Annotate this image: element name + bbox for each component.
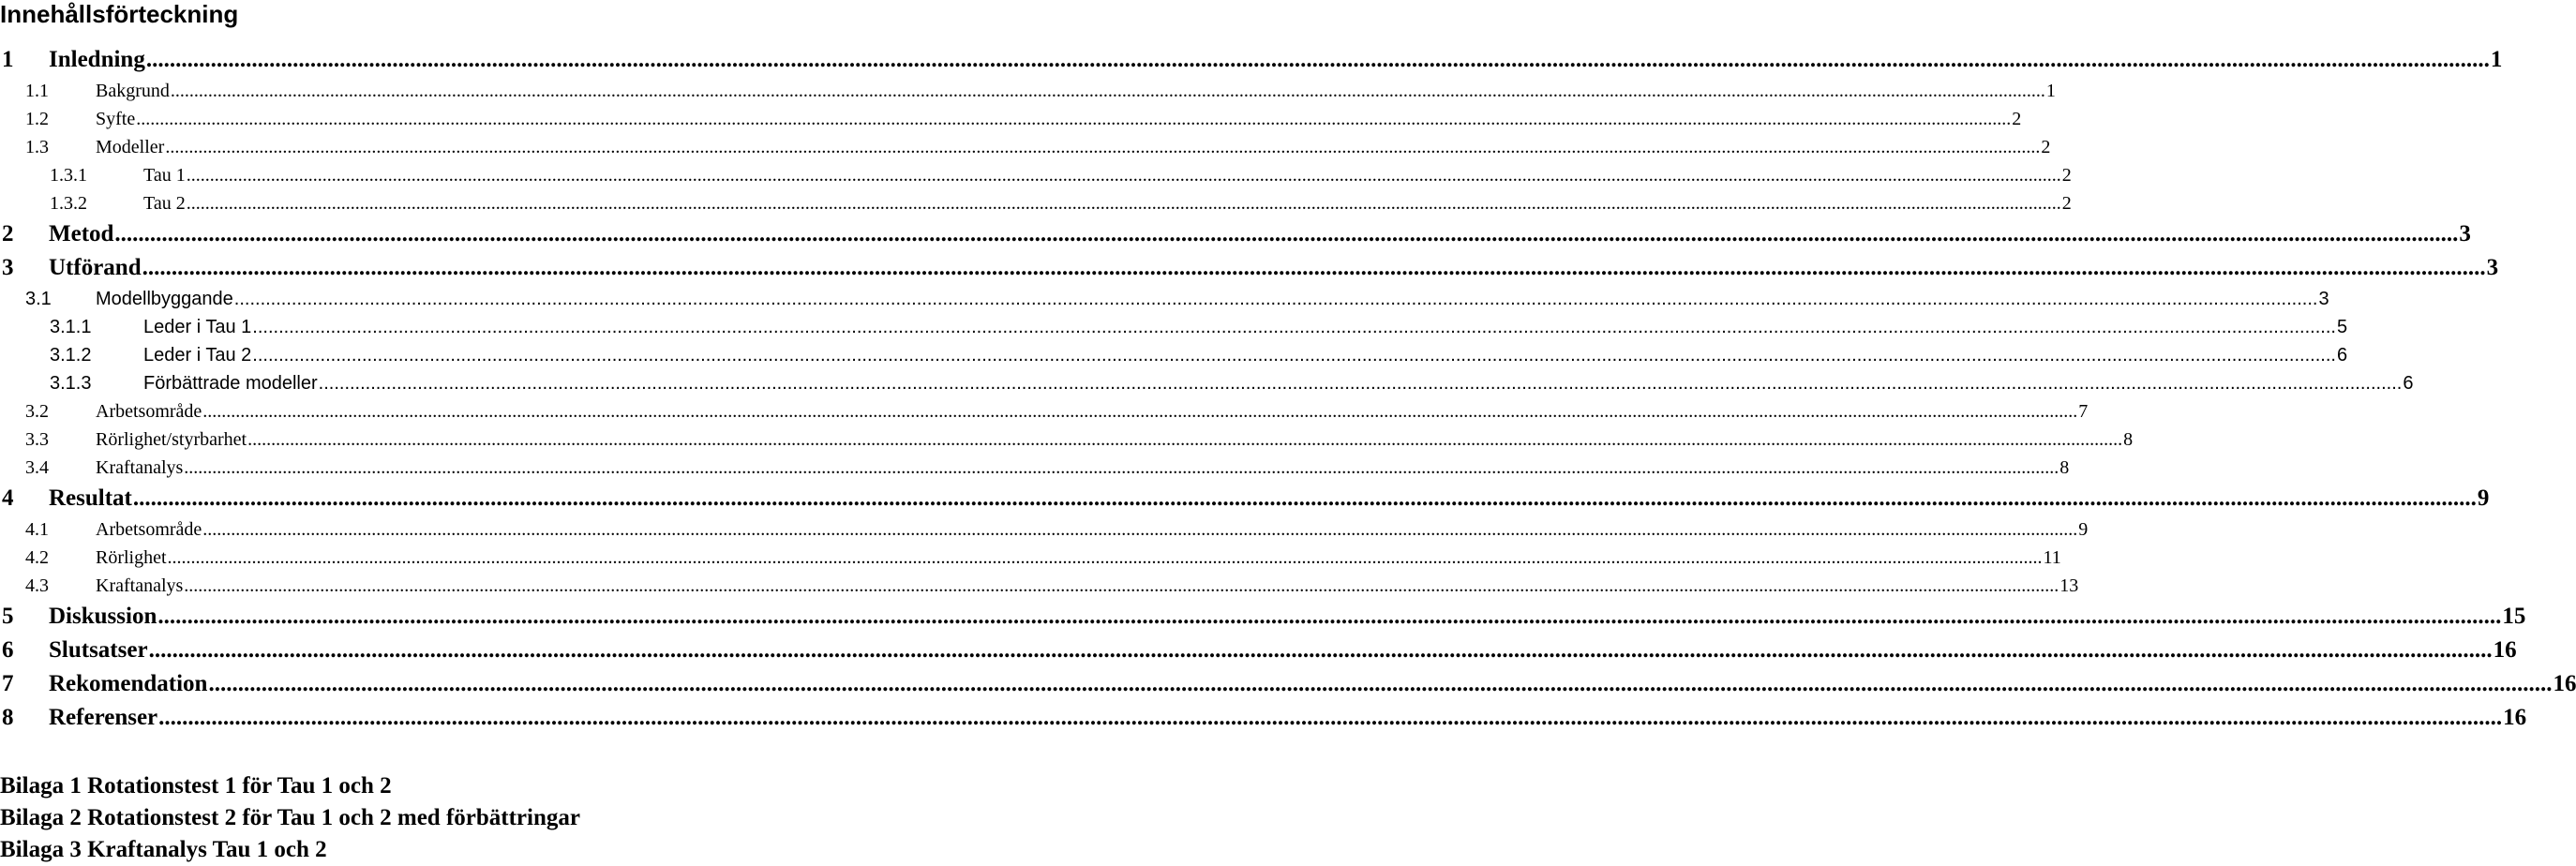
- toc-entry-label: Modeller: [96, 137, 165, 157]
- toc-entry[interactable]: [0, 285, 2329, 313]
- toc-entry-number: 1.3: [25, 137, 49, 157]
- toc-entry-page-number: 2: [2041, 137, 2051, 157]
- toc-entry[interactable]: [0, 189, 2072, 217]
- dot-leader: ................................................................................................................................................................................................................................................................................................................................................................................................................: [252, 317, 2336, 337]
- toc-entry-number: 1.3.2: [50, 193, 87, 214]
- toc-entry-number: 6: [2, 637, 14, 663]
- appendix-item: Bilaga 3 Kraftanalys Tau 1 och 2: [0, 837, 327, 862]
- toc-entry-page-number: 1: [2045, 81, 2056, 101]
- toc-entry-page-number: 16: [2553, 671, 2576, 696]
- toc-entry[interactable]: [0, 701, 2527, 735]
- dot-leader: ................................................................................................................................................................................................................................................................................................................................................................................................................: [145, 47, 2490, 72]
- dot-leader: ................................................................................................................................................................................................................................................................................................................................................................................................................: [142, 255, 2486, 280]
- toc-entry[interactable]: [0, 369, 2414, 397]
- table-of-contents: [0, 43, 2576, 735]
- appendix-item: Bilaga 1 Rotationstest 1 för Tau 1 och 2: [0, 773, 392, 799]
- toc-entry-page-number: 3: [2459, 221, 2471, 246]
- dot-leader: ................................................................................................................................................................................................................................................................................................................................................................................................................: [247, 429, 2123, 450]
- toc-entry[interactable]: [0, 341, 2348, 369]
- toc-entry-number: 3.4: [25, 457, 49, 478]
- toc-entry-page-number: 8: [2123, 429, 2134, 450]
- toc-entry[interactable]: [0, 397, 2089, 426]
- dot-leader: ................................................................................................................................................................................................................................................................................................................................................................................................................: [318, 373, 2403, 394]
- toc-entry-label: Referenser: [49, 705, 158, 730]
- toc-entry-label: Leder i Tau 1: [143, 317, 252, 337]
- dot-leader: ................................................................................................................................................................................................................................................................................................................................................................................................................: [252, 345, 2336, 366]
- toc-entry-label: Modellbyggande: [96, 289, 233, 309]
- toc-entry-label: Rörlighet: [96, 547, 167, 568]
- toc-entry-label: Kraftanalys: [96, 457, 184, 478]
- toc-entry-label: Tau 1: [143, 165, 186, 186]
- toc-entry-page-number: 2: [2061, 165, 2072, 186]
- toc-entry-label: Metod: [49, 221, 114, 246]
- dot-leader: ................................................................................................................................................................................................................................................................................................................................................................................................................: [157, 604, 2502, 629]
- toc-entry-number: 2: [2, 221, 14, 246]
- dot-leader: ................................................................................................................................................................................................................................................................................................................................................................................................................: [186, 193, 2061, 214]
- toc-entry-label: Tau 2: [143, 193, 186, 214]
- toc-entry-number: 3.2: [25, 401, 49, 422]
- dot-leader: ................................................................................................................................................................................................................................................................................................................................................................................................................: [170, 81, 2045, 101]
- toc-entry-page-number: 7: [2078, 401, 2089, 422]
- toc-entry-number: 3.1.2: [50, 345, 92, 366]
- toc-entry-page-number: 2: [2012, 109, 2022, 129]
- dot-leader: ................................................................................................................................................................................................................................................................................................................................................................................................................: [208, 671, 2553, 696]
- toc-entry-number: 1.2: [25, 109, 49, 129]
- toc-entry[interactable]: [0, 515, 2089, 544]
- toc-entry[interactable]: [0, 634, 2517, 667]
- toc-entry-label: Rörlighet/styrbarhet: [96, 429, 247, 450]
- toc-entry-page-number: 1: [2490, 47, 2503, 72]
- dot-leader: ................................................................................................................................................................................................................................................................................................................................................................................................................: [165, 137, 2041, 157]
- toc-entry-page-number: 9: [2078, 519, 2089, 540]
- toc-entry-number: 3.3: [25, 429, 49, 450]
- toc-entry-page-number: 16: [2493, 637, 2517, 663]
- toc-entry-number: 3.1: [25, 289, 52, 309]
- toc-entry-page-number: 3: [2486, 255, 2499, 280]
- toc-entry-label: Syfte: [96, 109, 136, 129]
- toc-entry-label: Diskussion: [49, 604, 157, 629]
- toc-entry-number: 3.1.3: [50, 373, 92, 394]
- toc-entry[interactable]: [0, 217, 2471, 251]
- dot-leader: ................................................................................................................................................................................................................................................................................................................................................................................................................: [158, 705, 2503, 730]
- toc-entry-page-number: 3: [2318, 289, 2329, 309]
- toc-entry-page-number: 2: [2061, 193, 2072, 214]
- toc-entry-label: Slutsatser: [49, 637, 148, 663]
- dot-leader: ................................................................................................................................................................................................................................................................................................................................................................................................................: [148, 637, 2493, 663]
- appendix-list: [0, 770, 580, 866]
- toc-entry-label: Arbetsområde: [96, 401, 202, 422]
- toc-entry[interactable]: [0, 313, 2348, 341]
- toc-entry-label: Leder i Tau 2: [143, 345, 252, 366]
- toc-entry-page-number: 6: [2336, 345, 2348, 366]
- toc-entry[interactable]: [0, 43, 2503, 77]
- toc-entry-number: 4.3: [25, 575, 49, 596]
- toc-entry-number: 1.3.1: [50, 165, 87, 186]
- toc-entry-page-number: 9: [2477, 485, 2490, 511]
- toc-entry-label: Rekomendation: [49, 671, 208, 696]
- toc-entry-label: Förbättrade modeller: [143, 373, 318, 394]
- page-title: Innehållsförteckning: [0, 0, 239, 28]
- toc-entry-number: 8: [2, 705, 14, 730]
- dot-leader: ................................................................................................................................................................................................................................................................................................................................................................................................................: [184, 457, 2059, 478]
- dot-leader: ................................................................................................................................................................................................................................................................................................................................................................................................................: [184, 575, 2059, 596]
- dot-leader: ................................................................................................................................................................................................................................................................................................................................................................................................................: [167, 547, 2043, 568]
- toc-entry[interactable]: [0, 667, 2576, 701]
- dot-leader: ................................................................................................................................................................................................................................................................................................................................................................................................................: [136, 109, 2012, 129]
- toc-entry-label: Inledning: [49, 47, 145, 72]
- toc-entry[interactable]: [0, 482, 2490, 515]
- toc-entry-page-number: 11: [2043, 547, 2061, 568]
- toc-entry-number: 3: [2, 255, 14, 280]
- toc-entry-page-number: 5: [2336, 317, 2348, 337]
- dot-leader: ................................................................................................................................................................................................................................................................................................................................................................................................................: [233, 289, 2318, 309]
- toc-entry-label: Resultat: [49, 485, 132, 511]
- toc-entry[interactable]: [0, 77, 2056, 105]
- toc-entry-number: 4.1: [25, 519, 49, 540]
- toc-entry-page-number: 15: [2502, 604, 2526, 629]
- toc-entry-label: Kraftanalys: [96, 575, 184, 596]
- toc-entry[interactable]: [0, 600, 2526, 634]
- toc-entry-page-number: 6: [2403, 373, 2414, 394]
- dot-leader: ................................................................................................................................................................................................................................................................................................................................................................................................................: [202, 401, 2078, 422]
- toc-entry-number: 1.1: [25, 81, 49, 101]
- dot-leader: ................................................................................................................................................................................................................................................................................................................................................................................................................: [202, 519, 2078, 540]
- toc-entry-page-number: 13: [2059, 575, 2079, 596]
- dot-leader: ................................................................................................................................................................................................................................................................................................................................................................................................................: [114, 221, 2459, 246]
- toc-entry[interactable]: [0, 133, 2051, 161]
- toc-entry[interactable]: [0, 544, 2061, 572]
- toc-entry[interactable]: [0, 161, 2072, 189]
- toc-entry-page-number: 8: [2059, 457, 2070, 478]
- dot-leader: ................................................................................................................................................................................................................................................................................................................................................................................................................: [186, 165, 2061, 186]
- toc-entry-page-number: 16: [2503, 705, 2527, 730]
- toc-entry-number: 3.1.1: [50, 317, 92, 337]
- dot-leader: ................................................................................................................................................................................................................................................................................................................................................................................................................: [132, 485, 2477, 511]
- appendix-item: Bilaga 2 Rotationstest 2 för Tau 1 och 2 med förbättringar: [0, 805, 580, 830]
- toc-entry[interactable]: [0, 454, 2070, 482]
- toc-entry[interactable]: [0, 426, 2134, 454]
- toc-entry-label: Arbetsområde: [96, 519, 202, 540]
- toc-entry[interactable]: [0, 572, 2079, 600]
- toc-entry[interactable]: [0, 105, 2022, 133]
- toc-entry-label: Utförand: [49, 255, 142, 280]
- toc-entry-number: 1: [2, 47, 14, 72]
- toc-entry-number: 7: [2, 671, 14, 696]
- toc-entry[interactable]: [0, 251, 2499, 285]
- toc-entry-number: 5: [2, 604, 14, 629]
- toc-entry-label: Bakgrund: [96, 81, 170, 101]
- toc-entry-number: 4: [2, 485, 14, 511]
- toc-entry-number: 4.2: [25, 547, 49, 568]
